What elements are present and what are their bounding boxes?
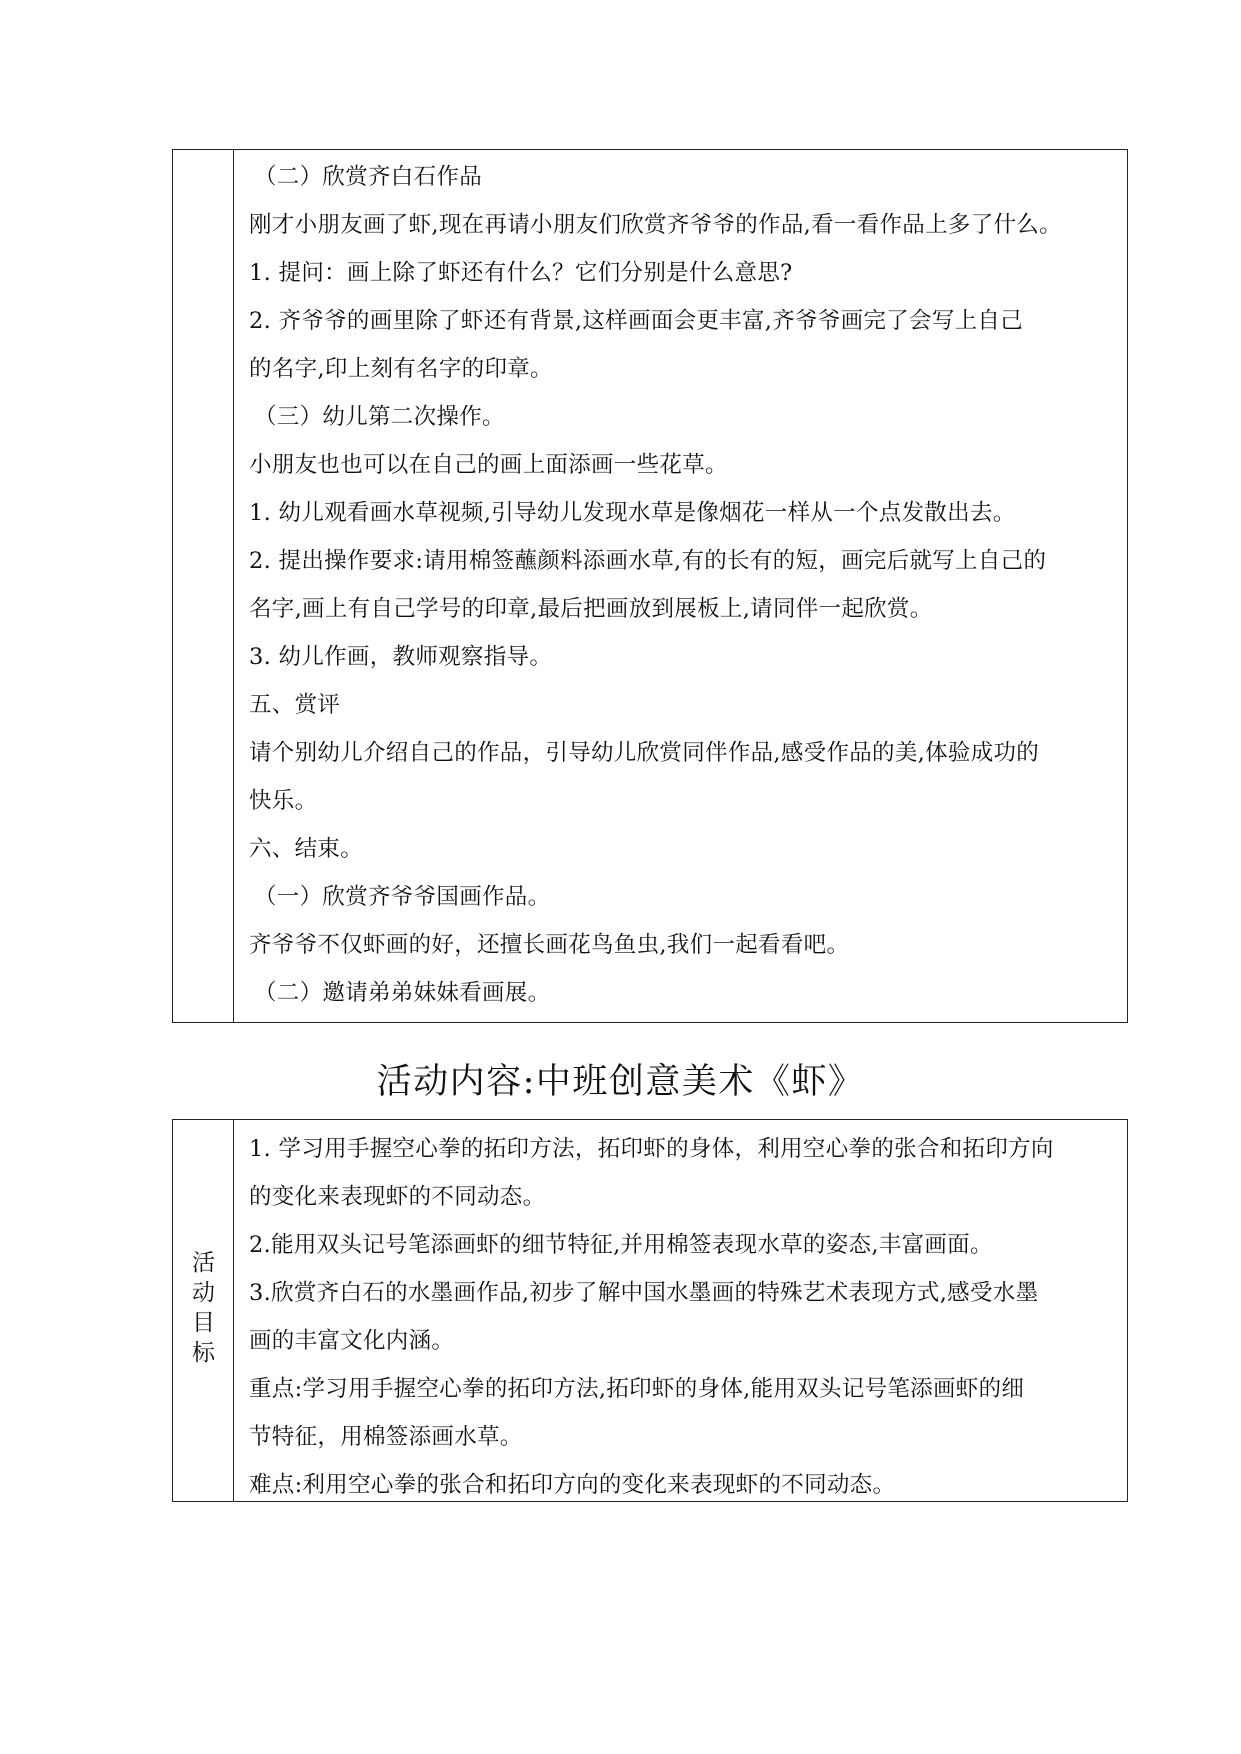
goal-line: 画的丰富文化内涵。 <box>249 1328 455 1354</box>
goal-line: 3.欣赏齐白石的水墨画作品,初步了解中国水墨画的特殊艺术表现方式,感受水墨 <box>249 1280 1039 1306</box>
goal-line: 节特征，用棉签添画水草。 <box>249 1424 523 1450</box>
text-line: 1. 提问：画上除了虾还有什么？它们分别是什么意思? <box>249 260 793 286</box>
document-title: 活动内容:中班创意美术《虾》 <box>376 1062 865 1102</box>
goals-label-cell <box>173 1120 234 1501</box>
text-line: 快乐。 <box>249 788 318 814</box>
text-line: 小朋友也也可以在自己的画上面添画一些花草。 <box>249 452 728 478</box>
text-line: 的名字,印上刻有名字的印章。 <box>249 356 553 382</box>
text-line: 2. 齐爷爷的画里除了虾还有背景,这样画面会更丰富,齐爷爷画完了会写上自己 <box>249 308 1024 334</box>
text-line: 六、结束。 <box>249 836 364 862</box>
goal-line: 2.能用双头记号笔添画虾的细节特征,并用棉签表现水草的姿态,丰富画面。 <box>249 1232 993 1258</box>
activity-process-table <box>172 149 1128 1023</box>
text-line: （二）邀请弟弟妹妹看画展。 <box>254 980 551 1006</box>
text-line: （二）欣赏齐白石作品 <box>254 164 483 190</box>
text-line: 刚才小朋友画了虾,现在再请小朋友们欣赏齐爷爷的作品,看一看作品上多了什么。 <box>249 212 1062 238</box>
activity-goals-table <box>172 1119 1128 1502</box>
goals-label-char: 活 <box>192 1250 215 1276</box>
text-line: （三）幼儿第二次操作。 <box>254 404 505 430</box>
text-line: 2. 提出操作要求:请用棉签蘸颜料添画水草,有的长有的短，画完后就写上自己的 <box>249 548 1047 574</box>
text-line: 1. 幼儿观看画水草视频,引导幼儿发现水草是像烟花一样从一个点发散出去。 <box>249 500 1016 526</box>
text-line: 五、赏评 <box>249 692 341 718</box>
goals-label-char: 动 <box>192 1280 215 1306</box>
goals-content-cell <box>234 1120 1127 1501</box>
goal-line: 重点:学习用手握空心拳的拓印方法,拓印虾的身体,能用双头记号笔添画虾的细 <box>249 1376 1025 1402</box>
goal-line: 的变化来表现虾的不同动态。 <box>249 1184 546 1210</box>
goals-label-char: 标 <box>192 1340 215 1366</box>
goal-line: 1. 学习用手握空心拳的拓印方法，拓印虾的身体，利用空心拳的张合和拓印方向 <box>249 1136 1054 1162</box>
text-line: 名字,画上有自己学号的印章,最后把画放到展板上,请同伴一起欣赏。 <box>249 596 933 622</box>
text-line: 3. 幼儿作画，教师观察指导。 <box>249 644 553 670</box>
empty-label-cell <box>173 150 234 1022</box>
content-cell <box>234 150 1127 1022</box>
text-line: 请个别幼儿介绍自己的作品，引导幼儿欣赏同伴作品,感受作品的美,体验成功的 <box>249 740 1040 766</box>
goals-label-char: 目 <box>192 1310 215 1336</box>
goal-line: 难点:利用空心拳的张合和拓印方向的变化来表现虾的不同动态。 <box>249 1472 896 1498</box>
text-line: 齐爷爷不仅虾画的好，还擅长画花鸟鱼虫,我们一起看看吧。 <box>249 932 850 958</box>
text-line: （一）欣赏齐爷爷国画作品。 <box>254 884 551 910</box>
